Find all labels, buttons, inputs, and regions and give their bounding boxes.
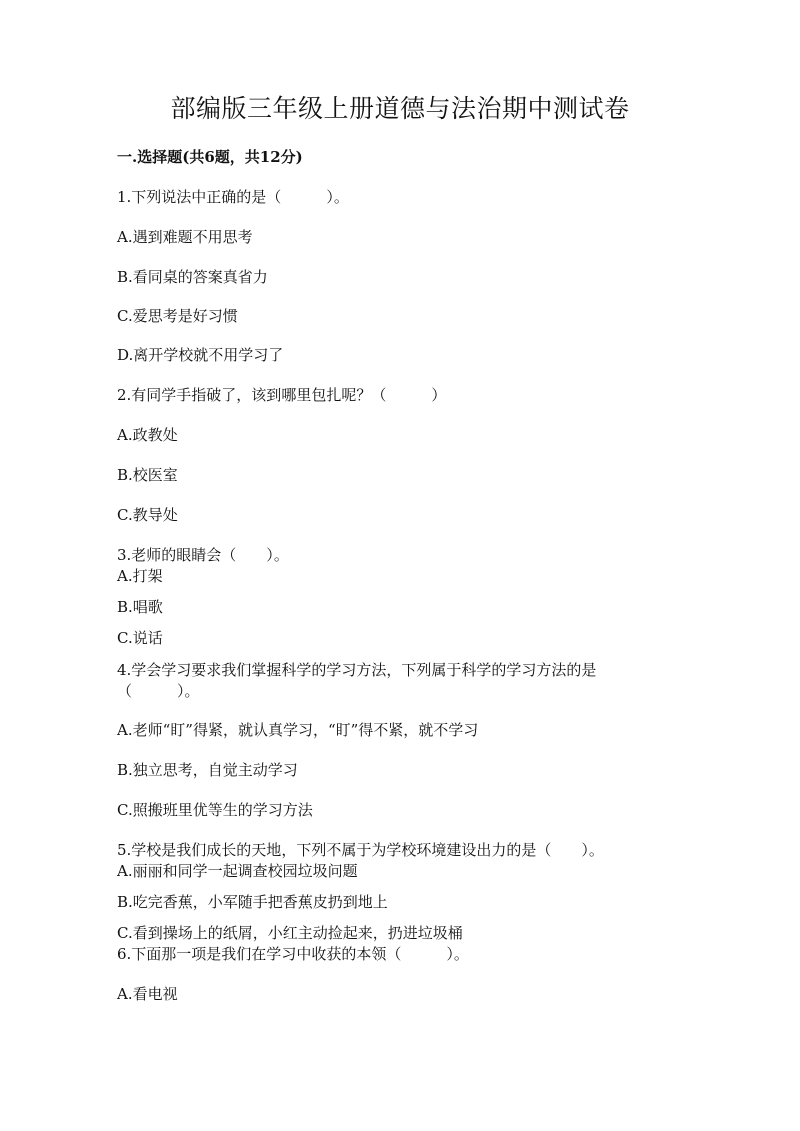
question-1-stem: 1.下列说法中正确的是（ ）。 <box>117 188 349 206</box>
question-4-option-b: B.独立思考，自觉主动学习 <box>117 761 298 779</box>
question-5-stem: 5.学校是我们成长的天地，下列不属于为学校环境建设出力的是（ ）。 <box>117 841 604 859</box>
section-heading: 一.选择题(共6题，共12分) <box>117 148 303 166</box>
question-3-option-c: C.说话 <box>117 629 163 647</box>
question-6-stem: 6.下面那一项是我们在学习中收获的本领（ ）。 <box>117 945 469 963</box>
question-4-stem: 4.学会学习要求我们掌握科学的学习方法，下列属于科学的学习方法的是 <box>117 661 597 679</box>
question-2-option-b: B.校医室 <box>117 466 178 484</box>
question-2-option-a: A.政教处 <box>117 426 178 444</box>
question-4-stem-cont: （ ）。 <box>117 682 200 700</box>
question-3-option-a: A.打架 <box>117 567 163 585</box>
question-6-option-a: A.看电视 <box>117 985 178 1003</box>
question-1-option-a: A.遇到难题不用思考 <box>117 228 253 246</box>
question-5-option-a: A.丽丽和同学一起调查校园垃圾问题 <box>117 862 358 880</box>
question-1-option-d: D.离开学校就不用学习了 <box>117 346 284 364</box>
question-3-option-b: B.唱歌 <box>117 598 163 616</box>
page-title: 部编版三年级上册道德与法治期中测试卷 <box>170 94 630 123</box>
question-2-option-c: C.教导处 <box>117 506 178 524</box>
question-1-option-c: C.爱思考是好习惯 <box>117 307 238 325</box>
question-1-option-b: B.看同桌的答案真省力 <box>117 268 268 286</box>
question-2-stem: 2.有同学手指破了，该到哪里包扎呢？（ ） <box>117 386 447 404</box>
question-5-option-b: B.吃完香蕉，小军随手把香蕉皮扔到地上 <box>117 893 388 911</box>
question-4-option-a: A.老师“盯”得紧，就认真学习，“盯”得不紧，就不学习 <box>117 721 479 739</box>
question-4-option-c: C.照搬班里优等生的学习方法 <box>117 801 313 819</box>
question-5-option-c: C.看到操场上的纸屑，小红主动捡起来，扔进垃圾桶 <box>117 924 463 942</box>
question-3-stem: 3.老师的眼睛会（ ）。 <box>117 546 289 564</box>
